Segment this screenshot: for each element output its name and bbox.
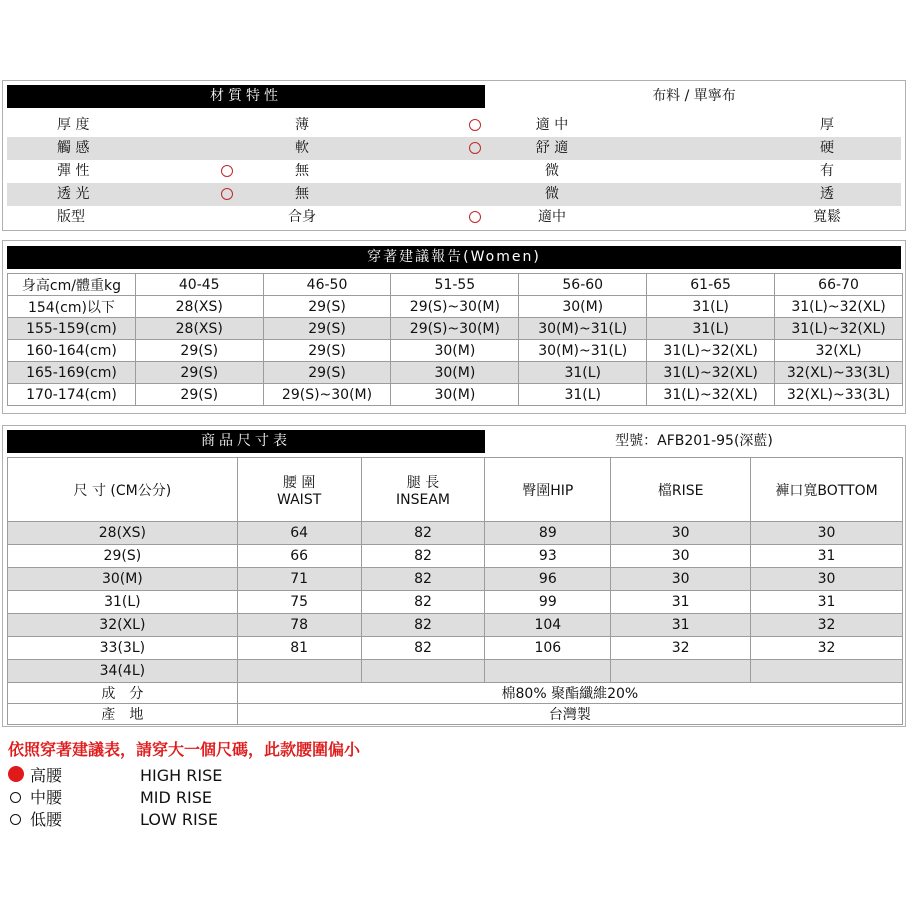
fit-cell: 29(S) bbox=[135, 384, 263, 406]
material-label: 觸 感 bbox=[57, 140, 90, 156]
material-header: 材質特性 bbox=[7, 85, 485, 108]
size-cell bbox=[611, 660, 751, 683]
col-waist bbox=[237, 458, 361, 522]
col-waist-en: WAIST bbox=[277, 491, 322, 508]
size-cell: 32 bbox=[751, 637, 903, 660]
material-c1: 無 bbox=[295, 163, 309, 179]
fit-cell: 29(S) bbox=[135, 362, 263, 384]
size-cell: 32(XL) bbox=[8, 614, 238, 637]
material-label: 彈 性 bbox=[57, 163, 90, 179]
material-c3: 透 bbox=[820, 186, 834, 202]
size-cell: 31 bbox=[751, 545, 903, 568]
material-c2: 適中 bbox=[538, 209, 566, 225]
material-c1: 薄 bbox=[295, 117, 309, 133]
fit-row bbox=[8, 318, 903, 340]
fit-cell: 32(XL)~33(3L) bbox=[775, 384, 903, 406]
col-hip: 臀圍HIP bbox=[485, 458, 611, 522]
rise-option bbox=[8, 787, 308, 809]
fit-column-header: 46-50 bbox=[263, 274, 391, 296]
fit-cell: 30(M) bbox=[391, 362, 519, 384]
material-c3: 硬 bbox=[820, 140, 834, 156]
size-cell bbox=[237, 660, 361, 683]
fit-cell: 29(S) bbox=[263, 340, 391, 362]
empty-circle-icon bbox=[10, 792, 21, 803]
rise-label-en: MID RISE bbox=[140, 788, 213, 807]
size-cell: 30 bbox=[751, 522, 903, 545]
fit-row bbox=[8, 362, 903, 384]
col-inseam bbox=[361, 458, 485, 522]
size-cell: 29(S) bbox=[8, 545, 238, 568]
material-row bbox=[7, 160, 901, 183]
material-c1: 軟 bbox=[295, 140, 309, 156]
selected-ring-icon bbox=[469, 119, 481, 131]
fit-cell: 29(S) bbox=[263, 362, 391, 384]
material-row bbox=[7, 206, 901, 229]
size-row bbox=[8, 614, 903, 637]
size-cell: 31 bbox=[611, 614, 751, 637]
size-row bbox=[8, 591, 903, 614]
fit-cell: 30(M)~31(L) bbox=[519, 340, 647, 362]
col-waist-zh: 腰 圍 bbox=[282, 474, 316, 491]
selected-dot-icon bbox=[8, 766, 24, 782]
fit-cell: 28(XS) bbox=[135, 296, 263, 318]
size-header: 商品尺寸表 bbox=[7, 430, 485, 453]
size-cell: 28(XS) bbox=[8, 522, 238, 545]
size-cell: 75 bbox=[237, 591, 361, 614]
col-rise: 檔RISE bbox=[611, 458, 751, 522]
fit-section bbox=[2, 240, 906, 414]
material-label: 版型 bbox=[57, 209, 85, 225]
material-c1: 合身 bbox=[288, 209, 316, 225]
fit-column-header: 51-55 bbox=[391, 274, 519, 296]
size-row bbox=[8, 637, 903, 660]
fit-cell: 155-159(cm) bbox=[8, 318, 136, 340]
size-cell bbox=[361, 660, 485, 683]
size-cell: 32 bbox=[611, 637, 751, 660]
fit-column-header: 身高cm/體重kg bbox=[8, 274, 136, 296]
material-c2: 微 bbox=[545, 186, 559, 202]
fit-cell: 30(M)~31(L) bbox=[519, 318, 647, 340]
size-cell: 30(M) bbox=[8, 568, 238, 591]
size-cell: 82 bbox=[361, 637, 485, 660]
fit-table bbox=[7, 273, 903, 406]
fit-cell: 31(L) bbox=[647, 296, 775, 318]
fit-cell: 154(cm)以下 bbox=[8, 296, 136, 318]
size-cell: 104 bbox=[485, 614, 611, 637]
rise-option bbox=[8, 765, 308, 787]
selected-ring-icon bbox=[221, 165, 233, 177]
model-number: 型號：AFB201-95(深藍) bbox=[615, 433, 773, 449]
size-row bbox=[8, 568, 903, 591]
fabric-header: 布料 / 單寧布 bbox=[652, 88, 736, 104]
fit-cell: 28(XS) bbox=[135, 318, 263, 340]
col-inseam-en: INSEAM bbox=[395, 491, 450, 508]
empty-circle-icon bbox=[10, 814, 21, 825]
rise-label-en: LOW RISE bbox=[140, 810, 218, 829]
size-cell: 66 bbox=[237, 545, 361, 568]
fit-column-header: 66-70 bbox=[775, 274, 903, 296]
rise-option bbox=[8, 809, 308, 831]
material-label: 厚 度 bbox=[57, 117, 90, 133]
material-c3: 寬鬆 bbox=[813, 209, 841, 225]
fit-cell: 31(L) bbox=[519, 384, 647, 406]
fit-cell: 29(S)~30(M) bbox=[391, 318, 519, 340]
size-cell: 30 bbox=[611, 545, 751, 568]
size-cell: 96 bbox=[485, 568, 611, 591]
fit-cell: 32(XL) bbox=[775, 340, 903, 362]
material-c3: 有 bbox=[820, 163, 834, 179]
size-cell: 71 bbox=[237, 568, 361, 591]
col-size: 尺 寸 (CM公分) bbox=[8, 458, 238, 522]
fit-cell: 29(S) bbox=[135, 340, 263, 362]
size-cell bbox=[751, 660, 903, 683]
size-cell: 106 bbox=[485, 637, 611, 660]
size-table bbox=[7, 457, 903, 725]
size-cell: 31 bbox=[751, 591, 903, 614]
size-cell: 82 bbox=[361, 522, 485, 545]
size-cell: 99 bbox=[485, 591, 611, 614]
fit-cell: 165-169(cm) bbox=[8, 362, 136, 384]
fit-cell: 30(M) bbox=[391, 384, 519, 406]
material-c2: 舒 適 bbox=[535, 140, 569, 156]
fit-cell: 31(L)~32(XL) bbox=[647, 384, 775, 406]
composition-label: 成 分 bbox=[8, 683, 238, 704]
material-row bbox=[7, 137, 901, 160]
size-row bbox=[8, 545, 903, 568]
size-cell: 64 bbox=[237, 522, 361, 545]
fit-column-header: 56-60 bbox=[519, 274, 647, 296]
col-bottom: 褲口寬BOTTOM bbox=[751, 458, 903, 522]
fit-cell: 160-164(cm) bbox=[8, 340, 136, 362]
rise-label: 中腰 bbox=[30, 788, 63, 807]
size-cell: 34(4L) bbox=[8, 660, 238, 683]
material-c2: 適 中 bbox=[535, 117, 569, 133]
material-c3: 厚 bbox=[820, 117, 834, 133]
selected-ring-icon bbox=[469, 142, 481, 154]
composition-value: 棉80% 聚酯纖維20% bbox=[237, 683, 902, 704]
size-cell: 82 bbox=[361, 591, 485, 614]
fit-cell: 31(L)~32(XL) bbox=[647, 340, 775, 362]
size-row bbox=[8, 522, 903, 545]
origin-label: 產 地 bbox=[8, 704, 238, 725]
rise-label: 高腰 bbox=[30, 766, 63, 785]
fit-cell: 30(M) bbox=[519, 296, 647, 318]
size-cell: 30 bbox=[751, 568, 903, 591]
fit-cell: 30(M) bbox=[391, 340, 519, 362]
size-cell: 89 bbox=[485, 522, 611, 545]
material-row bbox=[7, 114, 901, 137]
material-label: 透 光 bbox=[57, 186, 90, 202]
size-note: 依照穿著建議表，請穿大一個尺碼，此款腰圍偏小 bbox=[8, 740, 361, 759]
size-cell: 31 bbox=[611, 591, 751, 614]
size-cell: 30 bbox=[611, 522, 751, 545]
fit-cell: 32(XL)~33(3L) bbox=[775, 362, 903, 384]
material-c1: 無 bbox=[295, 186, 309, 202]
selected-ring-icon bbox=[469, 211, 481, 223]
fit-cell: 31(L)~32(XL) bbox=[647, 362, 775, 384]
material-c2: 微 bbox=[545, 163, 559, 179]
col-inseam-zh: 腿 長 bbox=[406, 474, 440, 491]
size-cell: 78 bbox=[237, 614, 361, 637]
fit-cell: 31(L)~32(XL) bbox=[775, 296, 903, 318]
fit-cell: 170-174(cm) bbox=[8, 384, 136, 406]
fit-cell: 31(L) bbox=[647, 318, 775, 340]
fit-row bbox=[8, 340, 903, 362]
fit-row bbox=[8, 296, 903, 318]
size-cell: 32 bbox=[751, 614, 903, 637]
size-cell: 81 bbox=[237, 637, 361, 660]
fit-cell: 31(L) bbox=[519, 362, 647, 384]
size-cell: 33(3L) bbox=[8, 637, 238, 660]
fit-column-header: 61-65 bbox=[647, 274, 775, 296]
size-cell: 30 bbox=[611, 568, 751, 591]
size-cell bbox=[485, 660, 611, 683]
size-row bbox=[8, 660, 903, 683]
origin-value: 台灣製 bbox=[237, 704, 902, 725]
material-row bbox=[7, 183, 901, 206]
fit-cell: 29(S) bbox=[263, 296, 391, 318]
fit-header-row bbox=[8, 274, 903, 296]
fit-row bbox=[8, 384, 903, 406]
size-cell: 93 bbox=[485, 545, 611, 568]
fit-column-header: 40-45 bbox=[135, 274, 263, 296]
material-section bbox=[2, 80, 906, 231]
rise-label: 低腰 bbox=[30, 810, 63, 829]
fit-cell: 29(S)~30(M) bbox=[263, 384, 391, 406]
selected-ring-icon bbox=[221, 188, 233, 200]
size-cell: 31(L) bbox=[8, 591, 238, 614]
fit-cell: 29(S)~30(M) bbox=[391, 296, 519, 318]
size-cell: 82 bbox=[361, 545, 485, 568]
size-cell: 82 bbox=[361, 614, 485, 637]
rise-label-en: HIGH RISE bbox=[140, 766, 223, 785]
size-section bbox=[2, 425, 906, 727]
fit-cell: 29(S) bbox=[263, 318, 391, 340]
fit-header: 穿著建議報告(Women) bbox=[7, 246, 901, 269]
fit-cell: 31(L)~32(XL) bbox=[775, 318, 903, 340]
size-cell: 82 bbox=[361, 568, 485, 591]
